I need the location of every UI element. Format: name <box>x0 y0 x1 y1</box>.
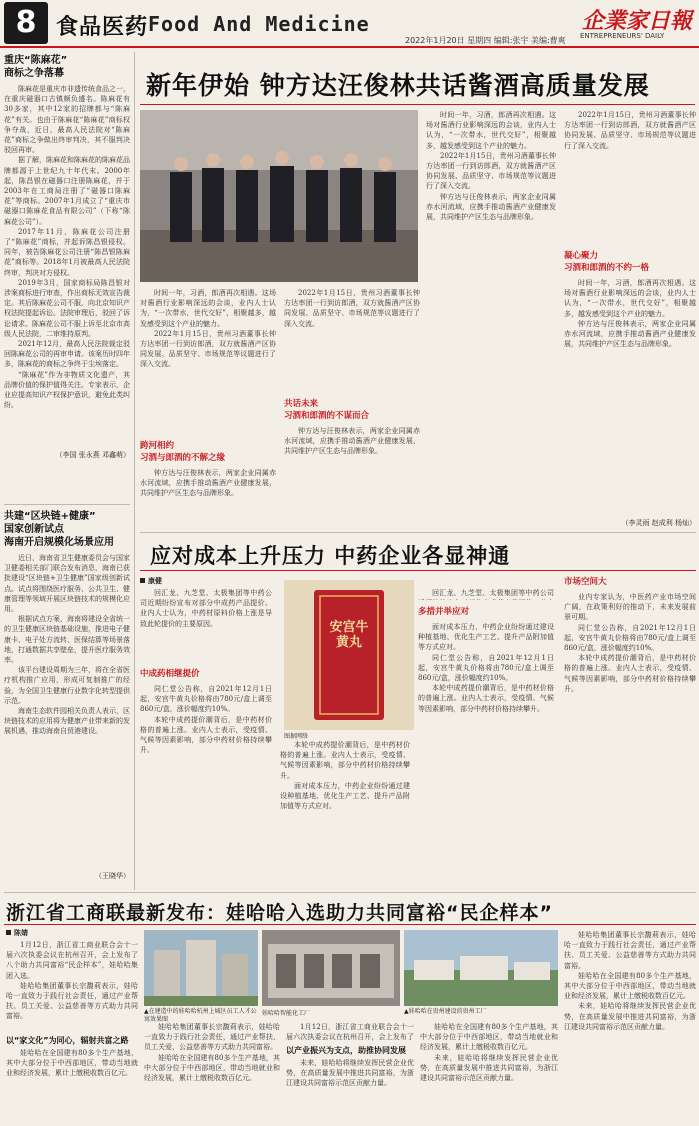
paragraph: “陈麻花”作为非物质文化遗产，其品牌价值的保护值得关注。专家表示，企业应提高知识产权保护意识，避免此类纠纷。 <box>4 370 130 410</box>
photo-caption: ▲在建造中的娃哈哈杭州上城区员工人才公寓效果图 <box>144 1008 257 1023</box>
story1-col2 <box>284 288 420 398</box>
paragraph: 面对成本压力，中药企业纷纷通过建设种植基地、优化生产工艺、提升产品附加值等方式应对。 <box>280 781 410 811</box>
square-icon <box>140 578 145 583</box>
paragraph: 娃哈哈集团董事长宗馥莉表示，娃哈哈一直致力于践行社会责任，通过产业帮扶、员工关爱、公益慈善等方式助力共同富裕。 <box>6 981 138 1021</box>
story3-tag-text: 陈婧 <box>14 929 28 937</box>
story3-col4 <box>420 1022 558 1124</box>
paragraph: 陈麻花是重庆市非遗传统食品之一，在重庆磁器口古镇颇负盛名。陈麻花有30多家，其中12家的招牌都与“陈麻花”有关。也由于陈麻花“陈麻花”商标权争夺战，近日，最高人民法院对“陈麻花”商标之争做出终审判决，其不服判决驳回再审。 <box>4 85 130 155</box>
story1-col4b <box>564 278 696 518</box>
header-rule <box>0 46 699 48</box>
photo-apartment <box>144 930 258 1006</box>
paragraph: 娃哈哈集团董事长宗馥莉表示，娃哈哈一直致力于践行社会责任，通过产业帮扶、员工关爱、公益慈善等方式助力共同富裕。 <box>144 1023 280 1052</box>
paragraph: 娃哈哈在全国建有80多个生产基地，其中大部分位于中西部地区，带动当地就业和经济发展，累计上缴税收数百亿元。 <box>6 1049 138 1078</box>
story1-sub6: 习酒和郎酒的不约一格 <box>564 263 650 273</box>
paragraph: 钟方达与汪俊林表示，两家企业同属赤水河流域，应携手推动酱酒产业健康发展，共同维护产区生态与品牌形象。 <box>564 319 696 349</box>
story1-author: （李灵雨 赵成利 杨灿） <box>621 519 696 527</box>
story2-headline: 应对成本上升压力 中药企业各显神通 <box>150 544 511 568</box>
divider <box>4 892 696 893</box>
story3-sub1: 以“家文化”为同心，辐射共富之路 <box>6 1036 129 1045</box>
paragraph: 根据试点方案，海南将建设全省统一的卫生健康区块链基础设施，推进电子健康卡、电子处方流转、医保结算等场景落地，打通数据共享壁垒，提升医疗服务效率。 <box>4 615 130 665</box>
story2-col3 <box>418 622 554 888</box>
story1-col2b <box>284 426 420 528</box>
paragraph: 业内专家认为，中医药产业市场空间广阔，在政策利好的推动下，未来发展前景可期。 <box>564 593 696 622</box>
plant-graphic <box>404 930 558 1006</box>
story2-col1b <box>140 684 272 888</box>
left-story1-author: （李国 张永燕 邓鑫萌） <box>55 451 130 459</box>
paragraph: 未来，娃哈哈将继续发挥民营企业优势，在高质量发展中推进共同富裕，为浙江建设共同富裕示范区贡献力量。 <box>420 1053 558 1083</box>
paragraph: 面对成本压力，中药企业纷纷通过建设种植基地、优化生产工艺、提升产品附加值等方式应对。 <box>418 623 554 652</box>
story2-sub3: 市场空间大 <box>564 577 607 587</box>
meeting-photo <box>140 110 418 282</box>
apartment-graphic <box>144 930 258 1006</box>
story1-col4 <box>564 110 696 250</box>
left-story1-body <box>4 84 130 450</box>
paragraph: 娃哈哈集团董事长宗馥莉表示，娃哈哈一直致力于践行社会责任，通过产业帮扶、员工关爱、公益慈善等方式助力共同富裕。 <box>564 931 696 970</box>
paragraph: 本轮中成药提价潮背后，是中药材价格的普遍上涨。业内人士表示，受疫情、气候等因素影响，部分中药材价格持续攀升。 <box>418 684 554 713</box>
paragraph: 同仁堂公告称，自2021年12月1日起，安宫牛黄丸价格将由780元/盒上调至860元/盒，涨价幅度约10%。 <box>418 653 554 683</box>
paragraph: 据了解，陈麻花和陈麻花的陈麻花品牌都源于上世纪九十年代末。2000年起，陈昌银在磁器口注册陈麻花，并于2003年在工商局注册了“磁器口陈麻花”等商标。2007年1月成立了“重庆市磁器口陈麻花食品有限公司”（下称“陈麻花公司”）。 <box>4 156 130 226</box>
story1-headline: 新年伊始 钟方达汪俊林共话酱酒高质量发展 <box>146 71 650 100</box>
story2-tag-text: 康健 <box>148 577 162 585</box>
story2-col4 <box>564 592 696 888</box>
paragraph: 时间一年，习酒，郎酒再次相遇。这场对酱酒行业影响深远的会谈，业内人士认为，“一次带水，世代交好”，相聚越多，越发感受到这个产业的魅力。 <box>564 279 696 318</box>
product-photo-label: 安宫牛黄丸 <box>329 620 369 650</box>
story1-sub1-block <box>140 440 276 464</box>
paragraph: 2019年3月，国家商标局陈昌银对涉案商标进行审查，作出商标无效宣告裁定。其后陈麻花公司不服，向北京知识产权法院提起诉讼。法院审理后，驳回了诉讼请求。陈麻花公司不服上诉至北京市高级人民法院，二审维持原判。 <box>4 278 130 338</box>
page-number: 8 <box>15 5 37 40</box>
paragraph: 时间一年，习酒，郎酒再次相遇。这场对酱酒行业影响深远的会谈，业内人士认为，“一次带水，世代交好”，相聚越多，越发感受到这个产业的魅力。 <box>140 289 276 328</box>
product-photo <box>284 580 414 730</box>
paragraph: 近日，海南省卫生健康委员会与国家卫健委相关部门联合发布消息，海南已获批建设“区块链+卫生健康”国家级创新试点。试点将围绕医疗服务、公共卫生、健康管理等领域开展区块链技术的规模化应用。 <box>4 554 130 614</box>
paragraph: 未来，娃哈哈将继续发挥民营企业优势，在高质量发展中推进共同富裕，为浙江建设共同富裕示范区贡献力量。 <box>564 1002 696 1031</box>
paragraph: 2021年12月，最高人民法院裁定驳回陈麻花公司的再审申请。该案历时四年多，陈麻花的商标之争终于尘埃落定。 <box>4 340 130 369</box>
paragraph: 2017年11月，陈麻花公司注册了“陈麻花”商标，并起诉陈昌银侵权。同年，被告陈麻花公司注册“陈昌银陈麻花”商标等。2018年1月被最高人民法院终审，判决对方侵权。 <box>4 227 130 277</box>
story2-sub1: 中成药相继提价 <box>140 669 200 679</box>
newspaper-logo: 企業家日報 <box>582 8 693 34</box>
story2-col3-top <box>418 588 554 600</box>
story1-col3 <box>426 110 556 528</box>
divider <box>4 924 696 925</box>
date-line: 2022年1月20日 星期四 编辑:张宇 美编:曹爽 <box>405 36 566 45</box>
left-story-blockchain <box>4 510 130 881</box>
story3-tag <box>6 928 28 938</box>
paragraph: 该平台建设周期为三年，将在全省医疗机构推广应用，形成可复制推广的经验，为全国卫生健康行业数字化转型提供示范。 <box>4 666 130 705</box>
left-story1-title2: 商标之争落幕 <box>4 68 64 79</box>
paragraph: 本轮中成药提价潮背后，是中药材价格的普遍上涨。业内人士表示，受疫情、气候等因素影响，部分中药材价格持续攀升。 <box>564 654 696 693</box>
paragraph: 回汇龙、九芝堂、太极集团等中药公司近期纷纷宣布对部分中成药产品提价。业内人士认为，中药材原料价格上涨是导致此轮提价的主要原因。 <box>140 589 272 628</box>
left-story2-body <box>4 553 130 871</box>
paragraph: 同仁堂公告称，自2021年12月1日起，安宫牛黄丸价格将由780元/盒上调至860元/盒，涨价幅度约10%。 <box>564 623 696 653</box>
paragraph: 钟方达与汪俊林表示，两家企业同属赤水河流域，应携手推动酱酒产业健康发展，共同维护产区生态与品牌形象。 <box>284 427 420 456</box>
paragraph: 娃哈哈在全国建有80多个生产基地，其中大部分位于中西部地区，带动当地就业和经济发展，累计上缴税收数百亿元。 <box>144 1053 280 1083</box>
paragraph: 本轮中成药提价潮背后，是中药材价格的普遍上涨。业内人士表示，受疫情、气候等因素影响，部分中药材价格持续攀升。 <box>280 741 410 780</box>
story1-sub5: 凝心聚力 <box>564 251 599 261</box>
story3-sub2: 以产业振兴为支点，助推协同发展 <box>286 1046 406 1055</box>
paragraph: 1月12日，浙江省工商业联合会十一届六次执委会议在杭州召开，会上发布了 <box>286 1023 414 1042</box>
story1-sub1: 跨河相约 <box>140 441 175 451</box>
medicine-box-graphic <box>284 580 414 730</box>
story3-col3 <box>286 1058 414 1124</box>
paragraph: 钟方达与汪俊林表示，两家企业同属赤水河流域，应携手推动酱酒产业健康发展，共同维护产区生态与品牌形象。 <box>426 192 556 222</box>
story3-headline: 浙江省工商联最新发布：娃哈哈入选助力共同富裕“民企样本” <box>6 902 553 924</box>
story1-col1b <box>140 468 276 528</box>
photo-factory <box>262 930 400 1006</box>
photo-guizhou-plant <box>404 930 558 1006</box>
product-photo-caption: 图据网络 <box>284 733 309 740</box>
photo-caption: ▲娃哈哈在贵州建设的贵州工厂 <box>404 1008 487 1015</box>
newspaper-logo-en: ENTREPRENEURS' DAILY <box>580 32 665 40</box>
paragraph: 本轮中成药提价潮背后，是中药材价格的普遍上涨。业内人士表示，受疫情、气候等因素影响，部分中药材价格持续攀升。 <box>140 715 272 755</box>
divider <box>140 104 695 105</box>
story3-col1 <box>6 940 138 1032</box>
paragraph: 钟方达与汪俊林表示，两家企业同属赤水河流域，应携手推动酱酒产业健康发展，共同维护产区生态与品牌形象。 <box>140 469 276 498</box>
paragraph: 2022年1月15日，贵州习酒董事长钟方达率团一行到访郎酒，双方就酱酒产区协同发展、品质坚守、市场规范等议题进行了深入交流。 <box>564 111 696 150</box>
left-story-chen-mahua <box>4 54 130 460</box>
left-story2-title3: 海南开启规模化场景应用 <box>4 537 114 548</box>
paragraph: 娃哈哈在全国建有80多个生产基地，其中大部分位于中西部地区，带动当地就业和经济发展，累计上缴税收数百亿元。 <box>564 971 696 1001</box>
story2-col2 <box>280 740 410 888</box>
square-icon <box>6 930 11 935</box>
story1-sub3-block <box>564 250 696 274</box>
page-header <box>0 0 699 48</box>
story1-sub4: 习酒和郎酒的不谋而合 <box>284 411 370 421</box>
factory-graphic <box>262 930 400 1006</box>
story1-sub2-block <box>284 398 420 422</box>
story2-tag <box>140 576 162 586</box>
story1-sub2: 习酒与郎酒的不解之缘 <box>140 453 226 463</box>
story2-sub2: 多措并举应对 <box>418 607 470 617</box>
paragraph: 1月12日，浙江省工商业联合会十一届六次执委会议在杭州召开，会上发布了八个助力共同富裕“民企样本”，娃哈哈集团入选。 <box>6 941 138 980</box>
left-story2-title1: 共建“区块链+健康” <box>4 511 96 522</box>
story3-col5 <box>564 930 696 1124</box>
story1-col1 <box>140 288 276 438</box>
story1-sub3: 共话未来 <box>284 399 319 409</box>
photo-caption: 娃哈哈智能化工厂 <box>262 1010 311 1017</box>
left-story2-author: （王晓华） <box>95 872 130 880</box>
divider <box>4 504 130 505</box>
paragraph: 时间一年，习酒，郎酒再次相遇。这场对酱酒行业影响深远的会谈，业内人士认为，“一次带水，世代交好”，相聚越多，越发感受到这个产业的魅力。 <box>426 111 556 150</box>
paragraph: 海南生态软件园相关负责人表示，区块链技术的应用将为健康产业带来新的发展机遇，推动海南自贸港建设。 <box>4 707 130 736</box>
paragraph: 回汇龙、九芝堂、太极集团等中药公司 <box>432 589 554 597</box>
left-story1-title1: 重庆“陈麻花” <box>4 55 68 66</box>
divider <box>140 570 696 571</box>
paragraph: 娃哈哈在全国建有80多个生产基地，其中大部分位于中西部地区，带动当地就业和经济发展，累计上缴税收数百亿元。 <box>420 1023 558 1052</box>
paragraph: 2022年1月15日，贵州习酒董事长钟方达率团一行到访郎酒，双方就酱酒产区协同发展、品质坚守、市场规范等议题进行了深入交流。 <box>426 151 556 191</box>
story3-col3-top <box>286 1022 414 1042</box>
paragraph: 同仁堂公告称，自2021年12月1日起，安宫牛黄丸价格将由780元/盒上调至860元/盒，涨价幅度约10%。 <box>140 685 272 714</box>
paragraph: 2022年1月15日，贵州习酒董事长钟方达率团一行到访郎酒，双方就酱酒产区协同发展、品质坚守、市场规范等议题进行了深入交流。 <box>284 289 420 328</box>
paragraph: 2022年1月15日，贵州习酒董事长钟方达率团一行到访郎酒，双方就酱酒产区协同发展、品质坚守、市场规范等议题进行了深入交流。 <box>140 329 276 369</box>
paragraph: 未来，娃哈哈将继续发挥民营企业优势，在高质量发展中推进共同富裕，为浙江建设共同富裕示范区贡献力量。 <box>286 1059 414 1088</box>
story2-col1 <box>140 588 272 664</box>
section-title-en: Food And Medicine <box>148 12 370 36</box>
divider <box>140 532 696 533</box>
left-story2-title2: 国家创新试点 <box>4 524 64 535</box>
meeting-photo-graphic <box>140 110 418 282</box>
column-rule <box>134 52 135 890</box>
story3-col1b <box>6 1048 138 1124</box>
section-title-cn: 食品医药 <box>56 15 149 40</box>
story3-col2 <box>144 1022 280 1124</box>
